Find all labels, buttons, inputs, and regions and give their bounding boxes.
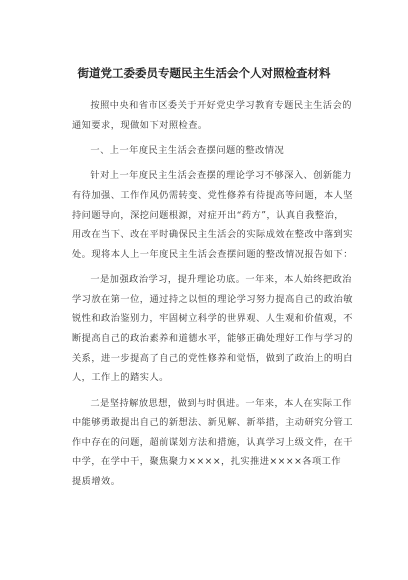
text-line: 一是加强政治学习，提升理论功底。一年来，本人始终把政治 bbox=[90, 274, 352, 286]
text-line: 中能够勇敢提出自己的新想法、新见解、新举措，主动研究分管工 bbox=[72, 417, 353, 429]
text-line: 有待加强、工作作风仍需转变、党性修养有待提高等问题，本人坚 bbox=[72, 189, 353, 201]
document-title: 街道党工委委员专题民主生活会个人对照检查材料 bbox=[77, 66, 331, 80]
text-line: 按照中央和省市区委关于开好党史学习教育专题民主生活会的 bbox=[90, 100, 352, 111]
text-line: 处。现将本人上一年度民主生活会查摆问题的整改情况报告如下： bbox=[72, 248, 353, 260]
text-line: 持问题导向，深挖问题根源，对症开出“药方”，认真自我整治， bbox=[72, 209, 344, 221]
text-line: 作中存在的问题，超前谋划方法和措施，认真学习上级文件，在干 bbox=[72, 436, 353, 448]
body-paragraph bbox=[72, 394, 353, 492]
text-line: 一、上一年度民主生活会查摆问题的整改情况 bbox=[90, 144, 285, 156]
text-line: 通知要求，现做如下对照检查。 bbox=[72, 119, 208, 131]
text-line: 用改在当下、改在平时确保民主生活会的实际成效在整改中落到实 bbox=[72, 229, 353, 241]
text-line: 关系，进一步提高了自己的党性修养和觉悟，做到了政治上的明白 bbox=[72, 352, 353, 364]
text-line: 学习放在第一位，通过持之以恒的理论学习努力提高自己的政治敏 bbox=[72, 293, 353, 305]
section-heading bbox=[72, 141, 340, 161]
text-line: 提质增效。 bbox=[72, 475, 121, 487]
body-paragraph bbox=[72, 166, 353, 264]
text-line: 人，工作上的踏实人。 bbox=[72, 372, 169, 384]
intro-paragraph bbox=[72, 96, 352, 135]
text-line: 二是坚持解放思想，做到与时俱进。一年来，本人在实际工作 bbox=[90, 397, 352, 409]
text-line: 锐性和政治鉴别力，牢固树立科学的世界观、人生观和价值观，不 bbox=[72, 313, 353, 325]
text-line: 中学，在学中干，聚焦聚力××××，扎实推进××××各项工作 bbox=[72, 456, 342, 468]
body-paragraph bbox=[72, 270, 353, 388]
document-body bbox=[72, 96, 353, 497]
text-line: 断提高自己的政治素养和道德水平，能够正确处理好工作与学习的 bbox=[72, 332, 353, 344]
text-line: 针对上一年度民主生活会查摆的理论学习不够深入、创新能力 bbox=[90, 170, 352, 182]
